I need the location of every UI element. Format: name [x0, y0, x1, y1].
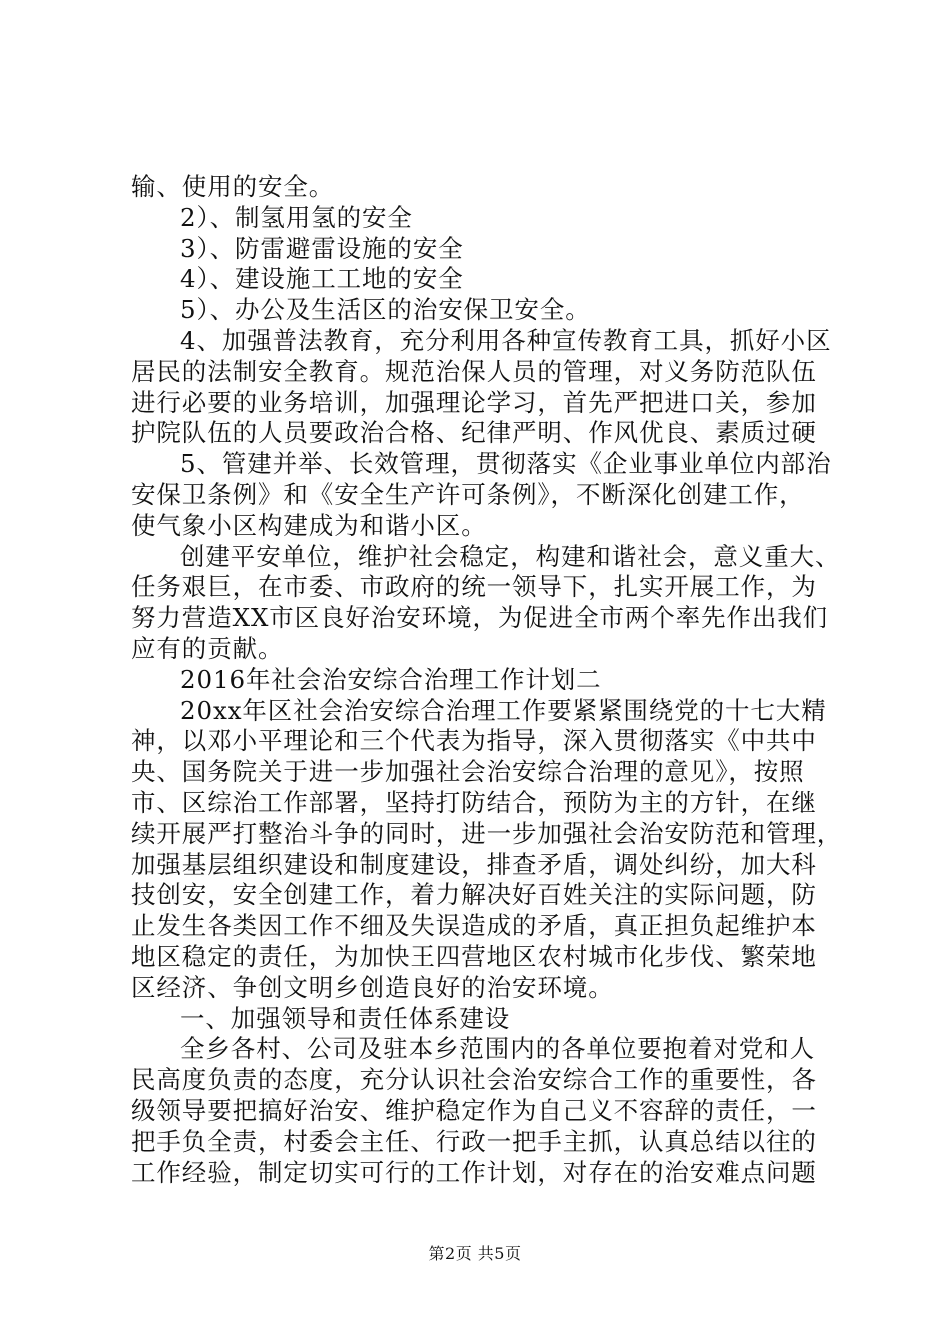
text-line: 居民的法制安全教育。规范治保人员的管理，对义务防范队伍	[131, 356, 817, 386]
text-line: 把手负全责，村委会主任、行政一把手主抓，认真总结以往的	[131, 1126, 817, 1156]
text-line: 央、国务院关于进一步加强社会治安综合治理的意见》，按照	[131, 757, 805, 787]
text-line: 神，以邓小平理论和三个代表为指导，深入贯彻落实《中共中	[131, 726, 817, 756]
page-footer: 第2页 共5页	[428, 1244, 522, 1263]
document-body	[131, 172, 851, 1188]
text-line: 工作经验，制定切实可行的工作计划，对存在的治安难点问题	[131, 1157, 817, 1187]
text-line: 应有的贡献。	[131, 633, 284, 663]
text-line: 技创安，安全创建工作，着力解决好百姓关注的实际问题，防	[131, 880, 817, 910]
text-line: 护院队伍的人员要政治合格、纪律严明、作风优良、素质过硬	[131, 418, 817, 448]
text-line: 区经济、争创文明乡创造良好的治安环境。	[131, 972, 614, 1002]
text-line: 20xx年区社会治安综合治理工作要紧紧围绕党的十七大精	[180, 695, 827, 725]
text-line: 续开展严打整治斗争的同时，进一步加强社会治安防范和管理，	[131, 818, 843, 848]
text-line: 民高度负责的态度，充分认识社会治安综合工作的重要性，各	[131, 1065, 817, 1095]
text-line: 5）、办公及生活区的治安保卫安全。	[180, 295, 591, 325]
text-line: 任务艰巨，在市委、市政府的统一领导下，扎实开展工作，为	[131, 572, 817, 602]
text-line: 3）、防雷避雷设施的安全	[180, 233, 464, 263]
text-line: 级领导要把搞好治安、维护稳定作为自己义不容辞的责任，一	[131, 1095, 817, 1125]
text-line: 创建平安单位，维护社会稳定，构建和谐社会，意义重大、	[180, 541, 841, 571]
text-line: 市、区综治工作部署，坚持打防结合，预防为主的方针，在继	[131, 787, 817, 817]
text-line: 加强基层组织建设和制度建设，排查矛盾，调处纠纷，加大科	[131, 849, 817, 879]
text-line: 4）、建设施工工地的安全	[180, 264, 464, 294]
text-line: 地区稳定的责任，为加快王四营地区农村城市化步伐、繁荣地	[131, 941, 817, 971]
text-line: 安保卫条例》和《安全生产许可条例》，不断深化创建工作，	[131, 479, 805, 509]
text-line: 输、使用的安全。	[131, 172, 335, 201]
text-line: 2016年社会治安综合治理工作计划二	[180, 664, 602, 694]
text-line: 努力营造XX市区良好治安环境，为促进全市两个率先作出我们	[131, 603, 829, 633]
text-line: 止发生各类因工作不细及失误造成的矛盾，真正担负起维护本	[131, 911, 817, 941]
text-line: 全乡各村、公司及驻本乡范围内的各单位要抱着对党和人	[180, 1034, 815, 1064]
text-line: 2）、制氢用氢的安全	[180, 202, 413, 232]
text-line: 进行必要的业务培训，加强理论学习，首先严把进口关，参加	[131, 387, 817, 417]
text-line: 一、加强领导和责任体系建设	[180, 1003, 511, 1033]
text-line: 4、加强普法教育，充分利用各种宣传教育工具，抓好小区	[180, 325, 832, 355]
text-line: 使气象小区构建成为和谐小区。	[131, 510, 487, 540]
text-line: 5、管建并举、长效管理，贯彻落实《企业事业单位内部治	[180, 449, 832, 479]
